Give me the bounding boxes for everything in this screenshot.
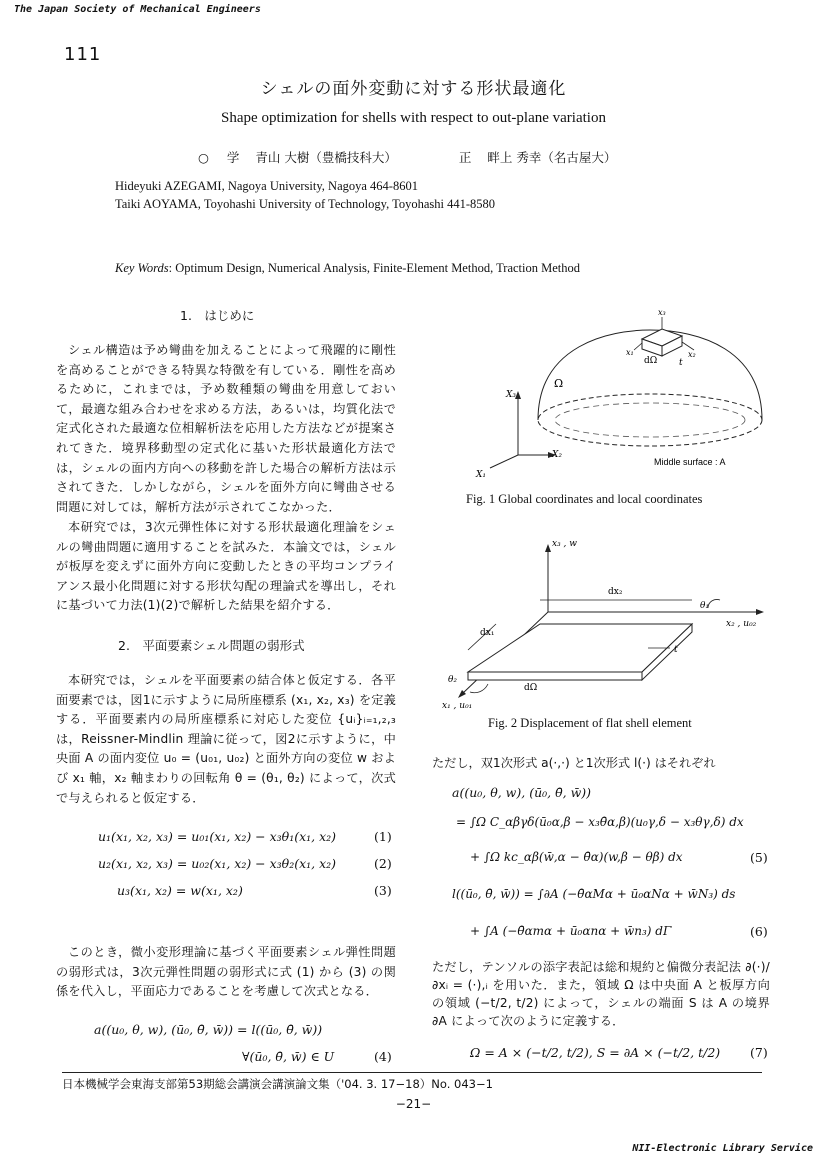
footer-rule <box>62 1072 762 1073</box>
rotation-theta2 <box>470 684 488 693</box>
section1-title: 1. はじめに <box>180 308 255 323</box>
label-lx3: x₃ <box>658 308 666 317</box>
section2-paragraph1: 本研究では，シェルを平面要素の結合体と仮定する．各平面要素では，図1に示すように局所座標系 (x₁, x₂, x₃) を定義する．平面要素内の局所座標系に対応した変位 {uᵢ}ᵢ₌₁,₂,₃ は，Reissner-Mindlin 理論に従って，図2に示すように，中央面 A の面内変位 u₀ = (u₀₁, u₀₂) と面外方向の変位 w および x₁ 軸，x₂ 軸まわりの回転角 θ = (θ₁, θ₂) によって，次式で与えられると仮定する． <box>56 673 396 805</box>
equation-3: u₃(x₁, x₂) = w(x₁, x₂) <box>117 883 243 898</box>
equation-5-number: (5) <box>750 850 768 865</box>
figure-1-caption: Fig. 1 Global coordinates and local coordinates <box>466 492 703 506</box>
label-x3-w: x₃ , w <box>552 539 577 549</box>
label-theta1: θ₁ <box>700 601 710 611</box>
label-t: t <box>679 358 683 368</box>
equation-4-number: (4) <box>374 1049 392 1064</box>
plate-front <box>468 672 642 680</box>
label-dx1: dx₁ <box>480 628 495 638</box>
page-badge: 111 <box>64 44 102 65</box>
equation-2-number: (2) <box>374 856 392 871</box>
label-t2: t <box>674 645 678 655</box>
label-lx2: x₂ <box>688 350 696 359</box>
equation-2: u₂(x₁, x₂, x₃) = u₀₂(x₁, x₂) − x₃θ₂(x₁, x₂) <box>98 856 337 871</box>
affiliation-2: Taiki AOYAMA, Toyohashi University of Technology, Toyohashi 441-8580 <box>115 197 496 211</box>
author2-name: 畔上 秀幸（名古屋大） <box>487 150 617 165</box>
section2-paragraph2: このとき，微小変形理論に基づく平面要素シェル弾性問題の弱形式は，3次元弾性問題の弱形式に式 (1) から (3) の関係を代入し，平面応力であることを考慮して次式となる． <box>56 945 396 999</box>
label-X2: X₂ <box>552 450 563 460</box>
label-domega: dΩ <box>644 356 658 366</box>
axis-x3-arrow <box>545 544 551 552</box>
equation-6-line2: + ∫A (−θ̄αmα + ū₀αnα + w̄n₃) dΓ <box>470 924 672 938</box>
local-axis-x2 <box>682 342 694 350</box>
keywords-label: Key Words <box>115 261 169 275</box>
middle-surface-base <box>538 394 762 446</box>
axis-X1 <box>490 455 518 468</box>
author1-grade: 学 <box>226 150 240 165</box>
page-number: −21− <box>395 1097 432 1111</box>
title-japanese: シェルの面外変動に対する形状最適化 <box>260 79 567 99</box>
label-omega: Ω <box>554 377 564 390</box>
equation-5-line2: = ∫Ω C_αβγδ(ū₀α,β − x₃θ̄α,β)(u₀γ,δ − x₃θγ,δ) dx <box>456 815 744 829</box>
equation-6-number: (6) <box>750 924 768 939</box>
author2-grade: 正 <box>458 150 472 165</box>
section1-paragraph2: 本研究では，3次元弾性体に対する形状最適化理論をシェルの彎曲問題に適用することを試みた．本論文では，シェルが板厚を変えずに面外方向に変動したときの平均コンプライアンス最小化問題に対する形状勾配の理論式を導出し，それに基づいて力法(1)(2)で解析した結果を紹介する． <box>56 520 396 613</box>
figure-2-flat-element <box>440 532 780 710</box>
equation-4-line2: ∀(ū₀, θ̄, w̄) ∈ U <box>242 1049 335 1064</box>
label-x1-u01: x₁ , u₀₁ <box>442 701 473 710</box>
keywords-text: : Optimum Design, Numerical Analysis, Finite-Element Method, Traction Method <box>168 261 581 275</box>
figure-2-caption: Fig. 2 Displacement of flat shell element <box>488 716 692 730</box>
label-dx2: dx₂ <box>608 587 623 597</box>
title-english: Shape optimization for shells with respect to out-plane variation <box>221 110 606 126</box>
label-x2-u02: x₂ , u₀₂ <box>726 619 757 629</box>
equation-4-line1: a((u₀, θ, w), (ū₀, θ̄, w̄)) = l((ū₀, θ̄, w̄)) <box>94 1022 323 1037</box>
authors-line <box>198 148 616 166</box>
rotation-theta1 <box>708 599 720 608</box>
author1-name: 青山 大樹（豊橋技科大） <box>255 150 397 165</box>
label-domega2: dΩ <box>524 683 538 693</box>
equation-1-number: (1) <box>374 829 392 844</box>
right-paragraph-2: ただし，テンソルの添字表記は総和規約と偏微分表記法 ∂(·)/∂xᵢ = (·),ᵢ を用いた．また，領域 Ω は中央面 A と板厚方向の領域 (−t/2, t/2) によって，シェルの端面 S は A の境界 ∂A によって次のように定義する． <box>432 960 770 1028</box>
axis-x2-arrow <box>756 609 764 615</box>
keywords <box>115 261 580 276</box>
affiliations <box>115 177 495 213</box>
label-lx1: x₁ <box>626 348 634 357</box>
section2-title: 2. 平面要素シェル問題の弱形式 <box>118 638 305 653</box>
equation-3-number: (3) <box>374 883 392 898</box>
equation-7: Ω = A × (−t/2, t/2), S = ∂A × (−t/2, t/2) <box>470 1045 721 1060</box>
library-footer: NII-Electronic Library Service <box>632 1143 813 1154</box>
equation-5-line3: + ∫Ω kc_αβ(w̄,α − θ̄α)(w,β − θβ) dx <box>470 850 683 864</box>
section1-paragraph1: シェル構造は予め彎曲を加えることによって飛躍的に剛性を高めることができる特異な特徴を有している．剛性を高めるために，これまでは，予め数種類の彎曲を用意しておいて，最適な組み合わせを求める方法，あるいは，均質化法で定式化された最適な位相解析法を応用した方法などが提案されてきた．境界移動型の定式化に基いた形状最適化方法では，シェルの面内方向への移動を許した場合の解析方法は示されてきた．しかしながら，シェルを面外方向に彎曲させる問題に対しては，解析方法が示されてこなかった． <box>56 343 396 514</box>
label-theta2: θ₂ <box>448 675 458 685</box>
equation-5-line1: a((u₀, θ, w), (ū₀, θ̄, w̄)) <box>452 785 592 800</box>
local-axis-x1 <box>634 343 642 350</box>
affiliation-1: Hideyuki AZEGAMI, Nagoya University, Nagoya 464-8601 <box>115 179 418 193</box>
proceedings-footer: 日本機械学会東海支部第53期総会講演会講演論文集（'04. 3. 17−18）No. 043−1 <box>62 1077 493 1091</box>
middle-surface-inner <box>555 403 745 437</box>
label-X3: X₃ <box>506 390 517 400</box>
equation-7-number: (7) <box>750 1045 768 1060</box>
right-paragraph-1: ただし，双1次形式 a(·,·) と1次形式 l(·) はそれぞれ <box>432 756 716 770</box>
presenter-mark: ○ <box>198 150 209 165</box>
label-middle-surface: Middle surface : A <box>654 457 726 467</box>
equation-6-line1: l((ū₀, θ̄, w̄)) = ∫∂A (−θ̄αMα + ū₀αNα + w̄N₃) ds <box>452 887 736 901</box>
equation-1: u₁(x₁, x₂, x₃) = u₀₁(x₁, x₂) − x₃θ₁(x₁, x₂) <box>98 829 337 844</box>
journal-header: The Japan Society of Mechanical Engineers <box>14 4 261 15</box>
label-X1: X₁ <box>476 470 487 480</box>
figure-1-hemisphere <box>470 305 770 485</box>
